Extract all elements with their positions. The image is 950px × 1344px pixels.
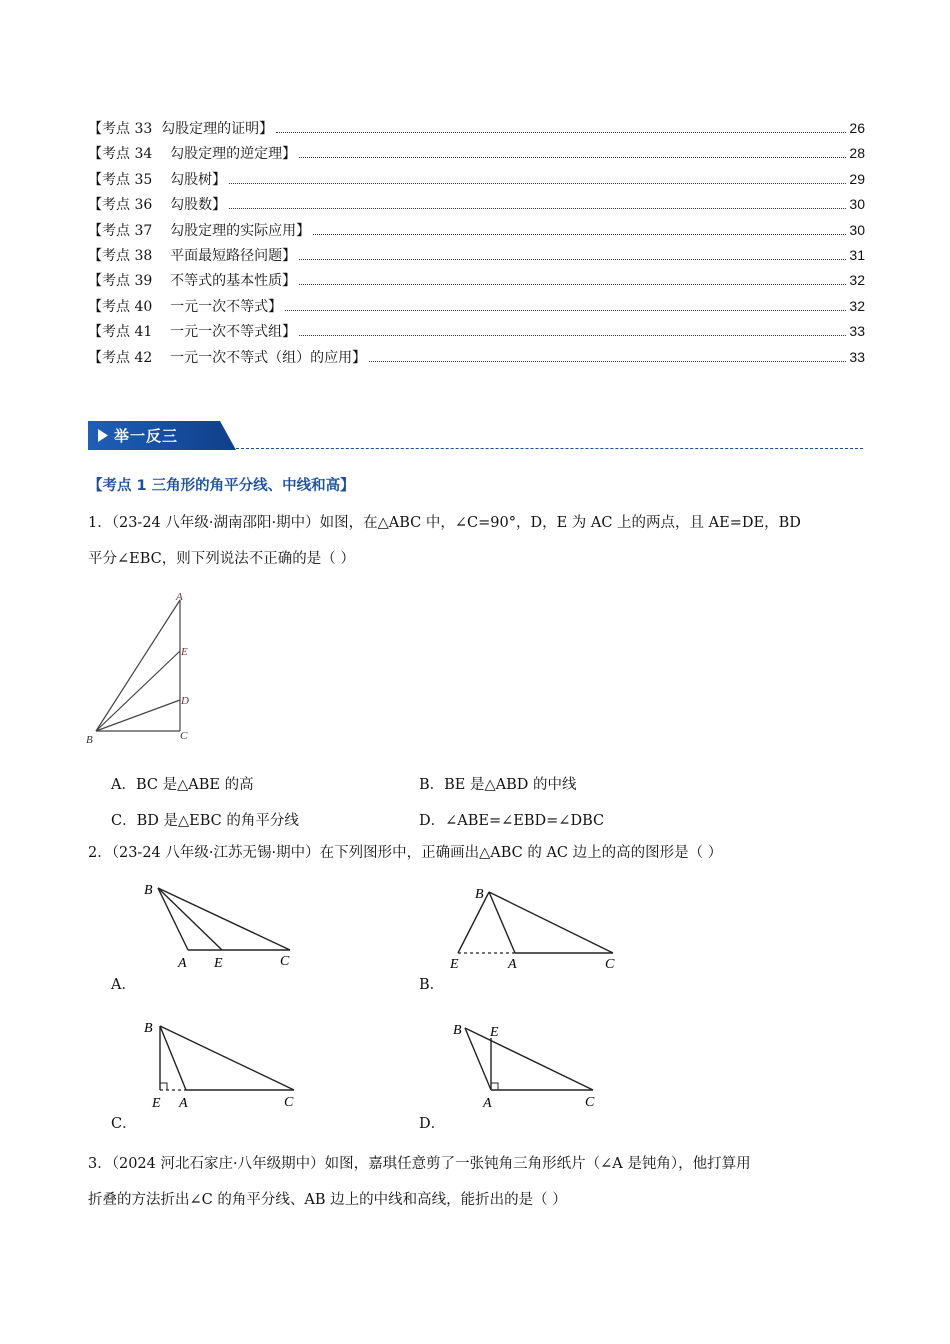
banner-title: 举一反三 [114,428,179,445]
q2b-label-e: E [450,957,459,972]
q2c-label-e: E [152,1096,161,1111]
q1-label-e: E [181,646,188,658]
q1-side-ab [96,600,180,731]
toc-item-41[interactable]: 【考点 41 一元一次不等式组】 33 [88,323,865,341]
section-heading: 【考点 1 三角形的角平分线、中线和高】 [88,478,355,494]
q2-figure-b[interactable] [445,880,625,975]
q2-figure-a[interactable] [140,876,310,971]
section-banner [88,421,863,451]
question-2-text: 2．（23-24 八年级·江苏无锡·期中）在下列图形中，正确画出△ABC 的 AC 边上的高的图形是（ ） [88,845,723,861]
q2a-label-e: E [214,956,223,971]
q1-segment-be [96,651,180,731]
question-3-text: 3．（2024 河北石家庄·八年级期中）如图，嘉琪任意剪了一张钝角三角形纸片（∠A 是钝角），他打算用 折叠的方法折出∠C 的角平分线、AB 边上的中线和高线，能折出的是（ ） [88,1156,751,1208]
q2-figure-d[interactable] [445,1016,615,1111]
q1-option-b[interactable]: B．BE 是△ABD 的中线 [419,777,577,793]
q2d-label-b: B [453,1023,462,1038]
toc-item-36[interactable]: 【考点 36 勾股数】 30 [88,196,865,214]
q2d-label-c: C [585,1095,595,1110]
q2c-label-a: A [179,1096,188,1111]
toc-item-34[interactable]: 【考点 34 勾股定理的逆定理】 28 [88,145,865,163]
q1-segment-bd [96,700,180,731]
q2-figure-c[interactable] [140,1016,310,1111]
q1-option-d[interactable]: D．∠ABE=∠EBD=∠DBC [419,813,605,829]
q2-option-a[interactable]: A． [111,977,136,993]
q2-option-d[interactable]: D． [419,1116,446,1132]
banner-divider [236,448,863,449]
q2b-label-a: A [508,957,517,972]
q2b-label-b: B [475,887,484,902]
q2a-label-b: B [144,883,153,898]
table-of-contents [88,118,865,372]
q1-option-c[interactable]: C．BD 是△EBC 的角平分线 [111,813,299,829]
q1-label-d: D [181,695,189,707]
q2a-label-c: C [280,954,290,969]
q2d-label-e: E [490,1025,499,1040]
toc-item-35[interactable]: 【考点 35 勾股树】 29 [88,170,865,188]
q2d-label-a: A [483,1096,492,1111]
q1-option-a[interactable]: A．BC 是△ABE 的高 [111,777,254,793]
question-1-text: 1．（23-24 八年级·湖南邵阳·期中）如图，在△ABC 中，∠C=90°，D，E 为 AC 上的两点，且 AE=DE，BD 平分∠EBC，则下列说法不正确的是（ ） [88,515,801,567]
q2-option-c[interactable]: C． [111,1116,137,1132]
q1-label-b: B [86,734,93,746]
toc-item-39[interactable]: 【考点 39 不等式的基本性质】 32 [88,272,865,290]
q2-option-b[interactable]: B． [419,977,445,993]
q2a-label-a: A [178,956,187,971]
q1-label-a: A [176,591,183,603]
q1-label-c: C [180,730,188,742]
q2c-label-b: B [144,1021,153,1036]
q1-figure [80,588,210,748]
toc-item-37[interactable]: 【考点 37 勾股定理的实际应用】 30 [88,221,865,239]
q2b-label-c: C [605,957,615,972]
toc-item-40[interactable]: 【考点 40 一元一次不等式】 32 [88,297,865,315]
toc-item-38[interactable]: 【考点 38 平面最短路径问题】 31 [88,246,865,264]
q2c-label-c: C [284,1095,294,1110]
toc-item-33[interactable]: 【考点 33 勾股定理的证明】 26 [88,120,865,137]
toc-item-42[interactable]: 【考点 42 一元一次不等式（组）的应用】 33 [88,348,865,366]
